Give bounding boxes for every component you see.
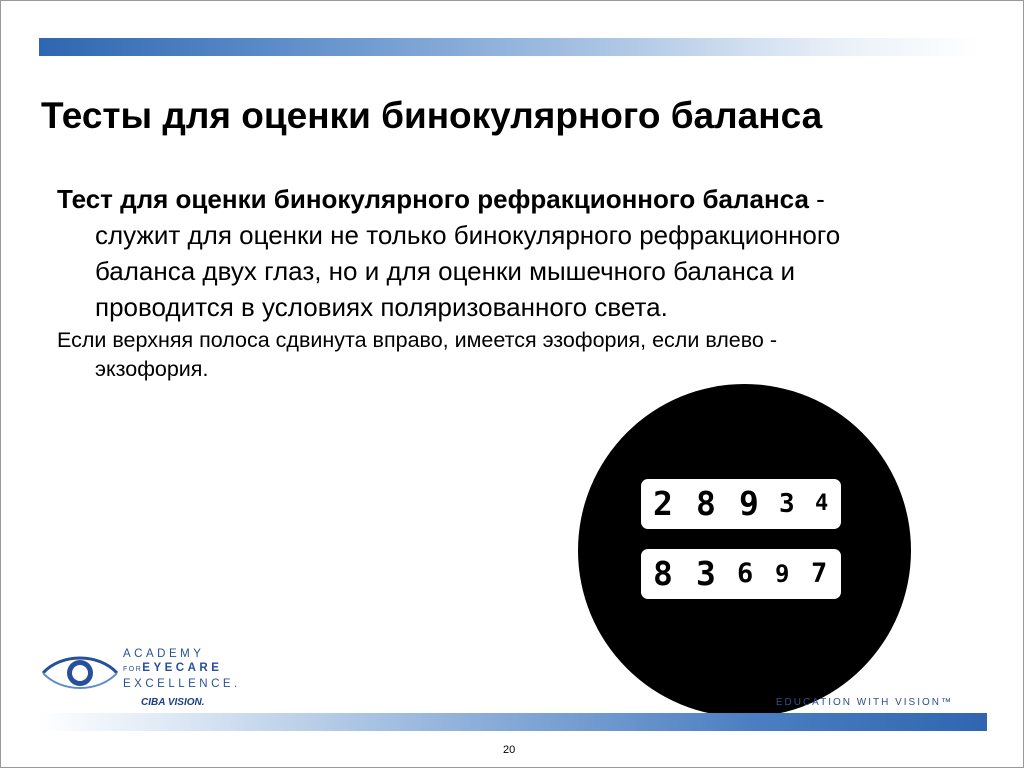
bullet-paragraph-1 bbox=[57, 181, 937, 325]
logo-word-eyecare: EYECARE bbox=[142, 662, 223, 674]
top-digit: 3 bbox=[779, 489, 795, 519]
logo-line-academy: ACADEMY bbox=[123, 648, 205, 660]
paragraph-1-lead: Тест для оценки бинокулярного рефракционного баланса bbox=[57, 184, 809, 214]
paragraph-1-lead-tail: - bbox=[808, 184, 825, 214]
tagline: EDUCATION WITH VISION™ bbox=[775, 697, 953, 708]
paragraph-1-line-2: служит для оценки не только бинокулярного рефракционного bbox=[95, 220, 841, 250]
top-digit: 9 bbox=[739, 484, 759, 523]
header-gradient-bar bbox=[39, 38, 979, 56]
academy-logo-text bbox=[123, 647, 241, 691]
page-number: 20 bbox=[503, 744, 516, 756]
top-digit: 2 bbox=[653, 484, 673, 523]
paragraph-1-line-1 bbox=[57, 181, 937, 217]
bottom-digit: 6 bbox=[737, 558, 754, 589]
paragraph-2-line-1: Если верхняя полоса сдвинута вправо, имеется эзофория, если влево - bbox=[57, 328, 778, 352]
bullet-paragraph-2 bbox=[57, 326, 937, 384]
paragraph-2-line-2: экзофория. bbox=[95, 357, 209, 381]
logo-line-excellence: EXCELLENCE. bbox=[123, 678, 241, 690]
bottom-number-bar bbox=[641, 549, 841, 599]
academy-eye-logo-icon bbox=[41, 651, 119, 695]
top-digit: 4 bbox=[815, 491, 829, 516]
slide-title: Тесты для оценки бинокулярного баланса bbox=[41, 95, 823, 136]
logo-word-for: FOR bbox=[123, 666, 143, 673]
logo-line-eyecare bbox=[123, 661, 241, 677]
bottom-digit: 8 bbox=[653, 554, 673, 593]
bottom-digit: 3 bbox=[696, 554, 716, 593]
paragraph-1-line-4: проводится в условиях поляризованного света. bbox=[95, 292, 668, 322]
footer-gradient-bar bbox=[39, 713, 987, 731]
top-number-bar bbox=[641, 479, 841, 529]
bottom-digit: 9 bbox=[775, 560, 790, 588]
ciba-vision-brand: CIBA VISION. bbox=[141, 697, 205, 708]
top-digit: 8 bbox=[696, 484, 716, 523]
paragraph-1-line-3: баланса двух глаз, но и для оценки мышечного баланса и bbox=[95, 256, 796, 286]
bottom-digit: 7 bbox=[811, 558, 828, 589]
